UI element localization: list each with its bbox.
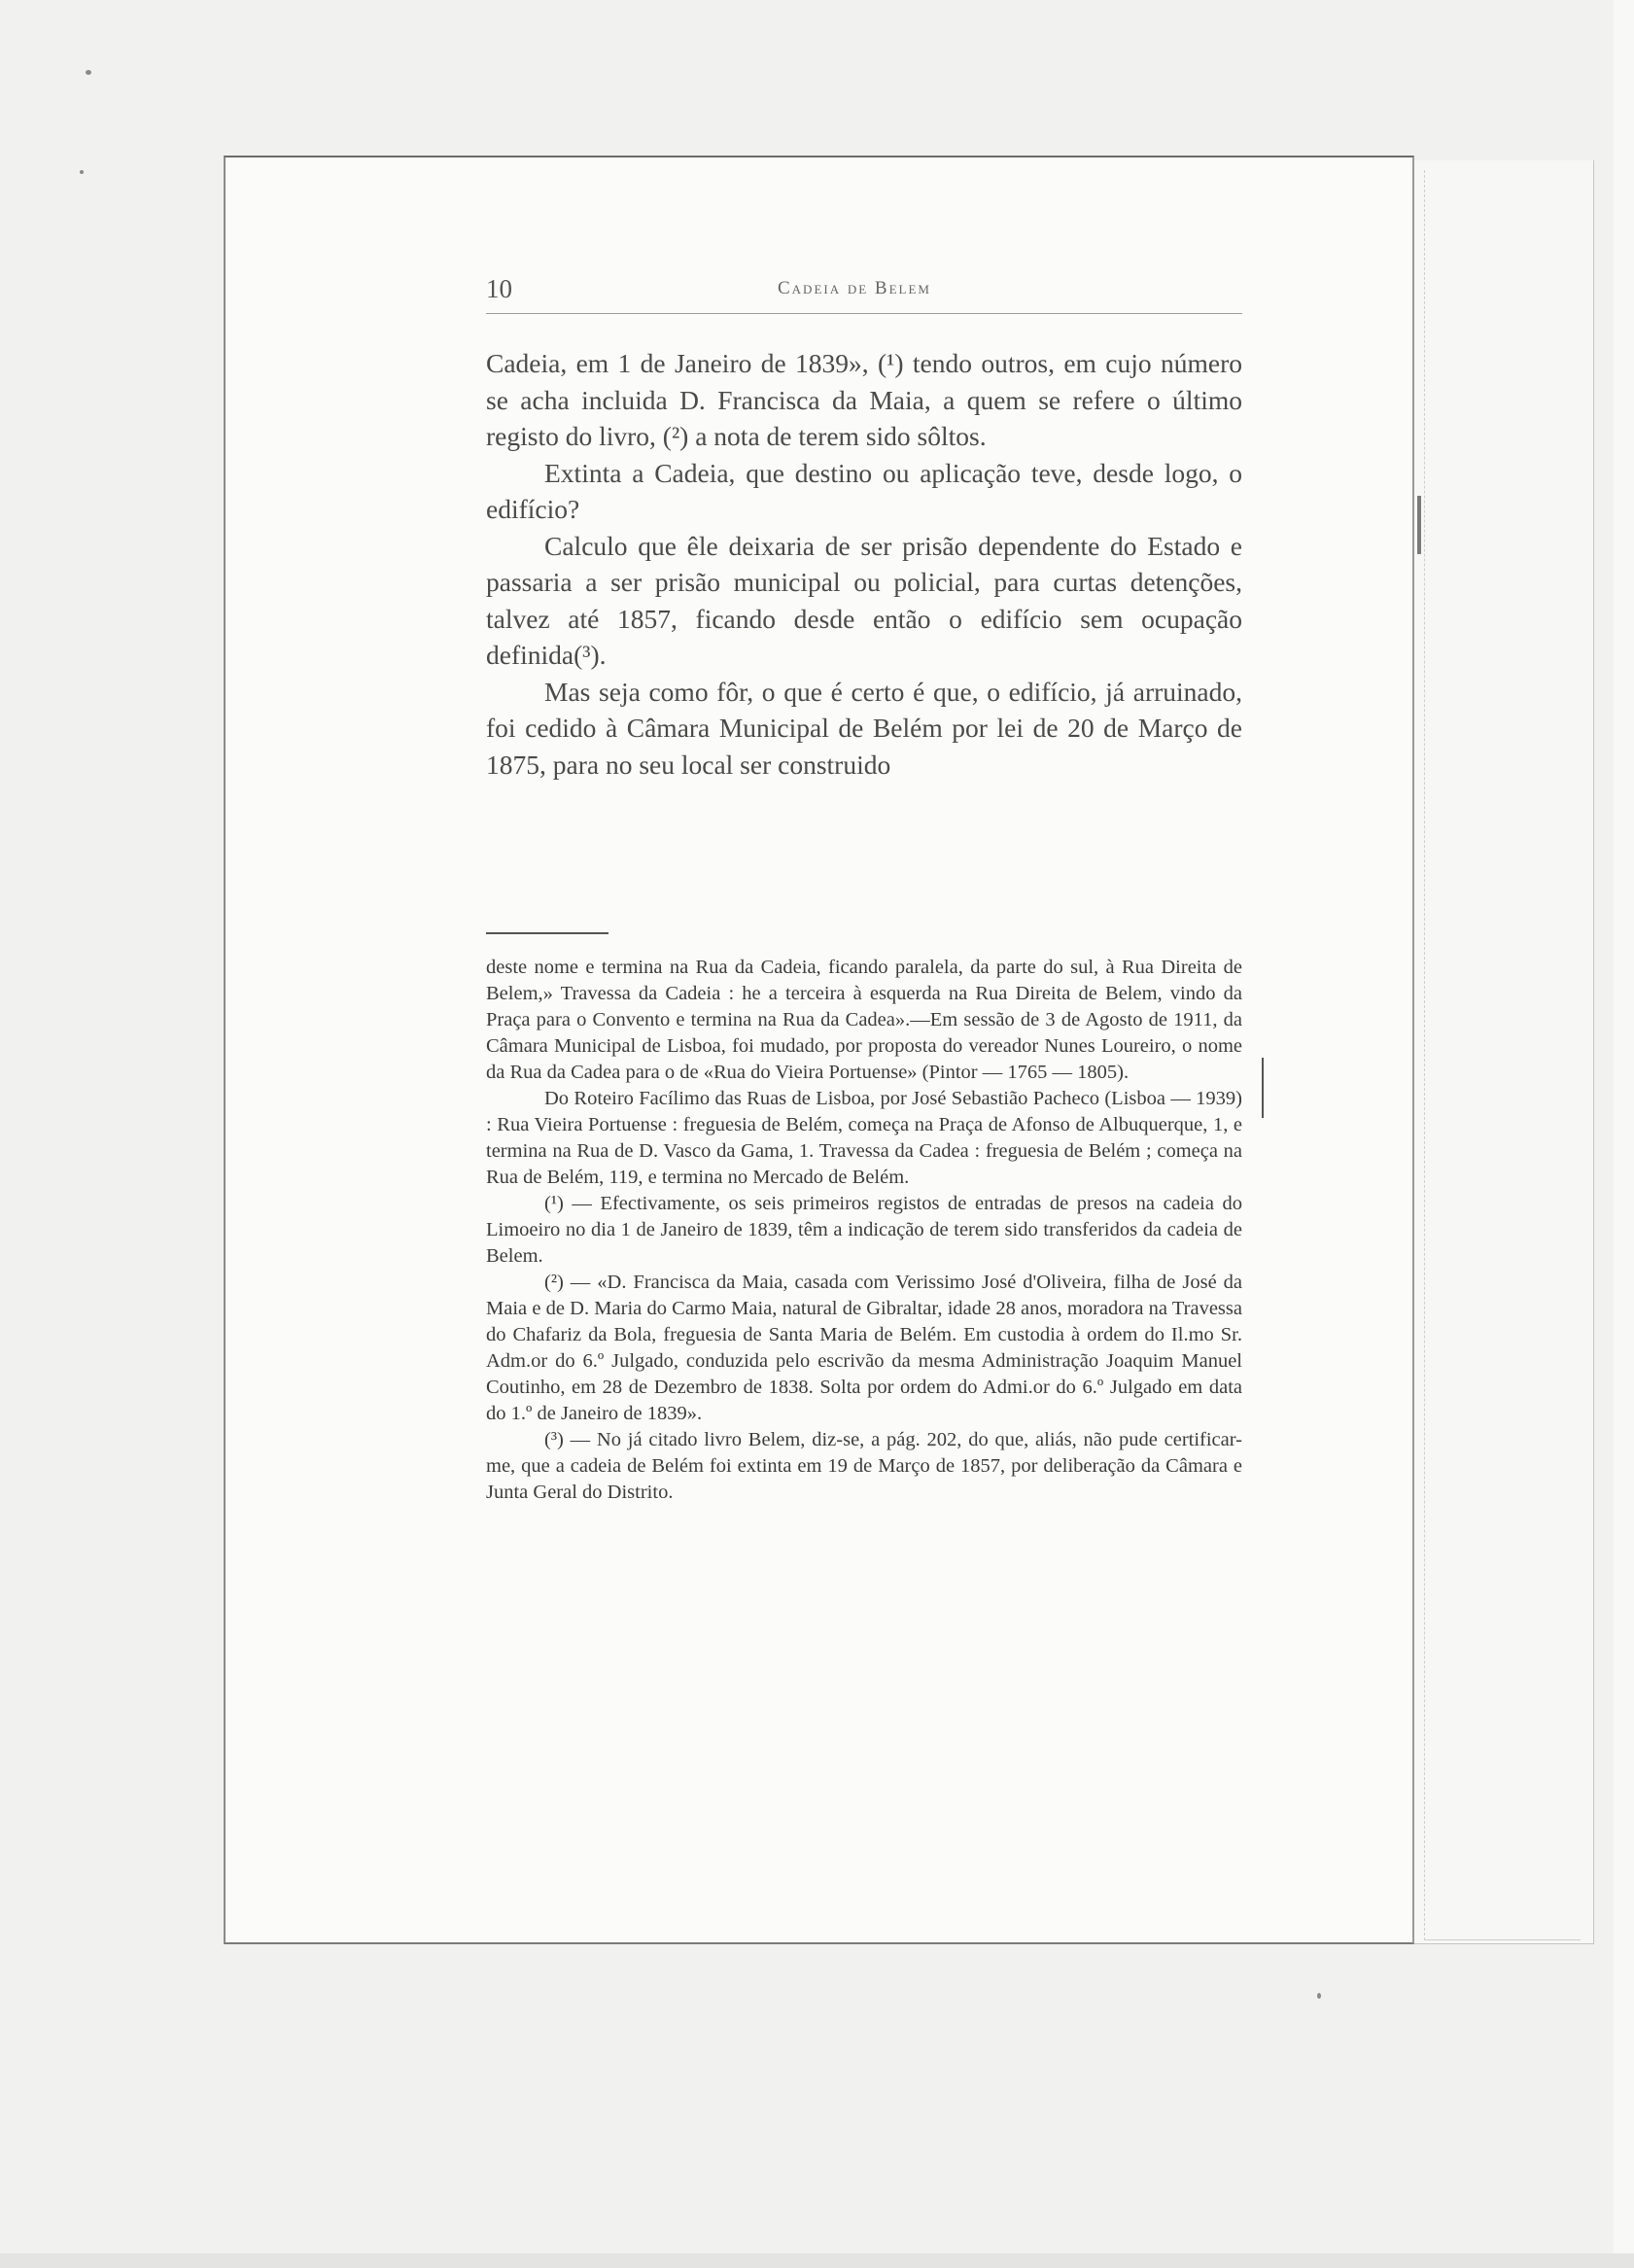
paragraph-3: Calculo que êle deixaria de ser prisão dependente do Estado e passaria a ser prisão municipal ou policial, para curtas detenções, talvez até 1857, ficando desde então o edifício sem ocupação definida(³).	[486, 530, 1242, 670]
scan-right-edge	[1614, 0, 1634, 2268]
running-head	[486, 274, 1242, 314]
running-title: Cadeia de Belem	[778, 278, 931, 298]
footnote-3: (³) — No já citado livro Belem, diz-se, a pág. 202, do que, aliás, não pude certificar-me, que a cadeia de Belém foi extinta em 19 de Março de 1857, por deliberação da Câmara e Junta Geral do Distrito.	[486, 1429, 1242, 1503]
paragraph-1: Cadeia, em 1 de Janeiro de 1839», (¹) tendo outros, em cujo número se acha incluida D. Francisca da Maia, a quem se refere o último registo do livro, (²) a nota de terem sido sôltos.	[486, 348, 1242, 451]
scan-speck	[80, 170, 84, 174]
footnotes	[486, 955, 1242, 1506]
footnote-roteiro: Do Roteiro Facílimo das Ruas de Lisboa, por José Sebastião Pacheco (Lisboa — 1939) : Rua Vieira Portuense : freguesia de Belém, começa na Praça de Afonso de Albuquerque, 1, e termina na Rua de D. Vasco da Gama, 1. Travessa da Cadea : freguesia de Belém ; começa na Rua de Belém, 119, e termina no Mercado de Belém.	[486, 1088, 1242, 1188]
margin-ink-mark	[1417, 496, 1421, 554]
footnote-2: (²) — «D. Francisca da Maia, casada com Verissimo José d'Oliveira, filha de José da Maia e de D. Maria do Carmo Maia, natural de Gibraltar, idade 28 anos, moradora na Travessa do Chafariz da Bola, freguesia de Santa Maria de Belém. Em custodia à ordem do Il.mo Sr. Adm.or do 6.º Julgado, conduzida pelo escrivão da mesma Administração Joaquim Manuel Coutinho, em 28 de Dezembro de 1838. Solta por ordem do Admi.or do 6.º Julgado em data do 1.º de Janeiro de 1839».	[486, 1272, 1242, 1424]
paragraph-4: Mas seja como fôr, o que é certo é que, o edifício, já arruinado, foi cedido à Câmara Municipal de Belém por lei de 20 de Março de 1875, para no seu local ser construido	[486, 676, 1242, 780]
adjacent-page-inner-border	[1424, 170, 1581, 1940]
footnote-separator	[486, 932, 608, 934]
footnote-continuation: deste nome e termina na Rua da Cadeia, ficando paralela, da parte do sul, à Rua Direita de Belem,» Travessa da Cadeia : he a terceira à esquerda na Rua Direita de Belem, vindo da Praça para o Convento e termina na Rua da Cadea».—Em sessão de 3 de Agosto de 1911, da Câmara Municipal de Lisboa, foi mudado, por proposta do vereador Nunes Loureiro, o nome da Rua da Cadea para o de «Rua do Vieira Portuense» (Pintor — 1765 — 1805).	[486, 957, 1242, 1083]
scan-bottom-strip	[0, 2253, 1634, 2268]
paragraph-2: Extinta a Cadeia, que destino ou aplicação teve, desde logo, o edifício?	[486, 457, 1242, 524]
scan-speck	[86, 70, 91, 75]
adjacent-page-edge	[1414, 160, 1594, 1944]
scan-speck	[1317, 1993, 1321, 1999]
body-text	[486, 345, 1242, 783]
page-number: 10	[486, 274, 512, 303]
margin-annotation-bar	[1262, 1058, 1264, 1118]
footnote-1: (¹) — Efectivamente, os seis primeiros registos de entradas de presos na cadeia do Limoeiro no dia 1 de Janeiro de 1839, têm a indicação de terem sido transferidos da cadeia de Belem.	[486, 1193, 1242, 1267]
